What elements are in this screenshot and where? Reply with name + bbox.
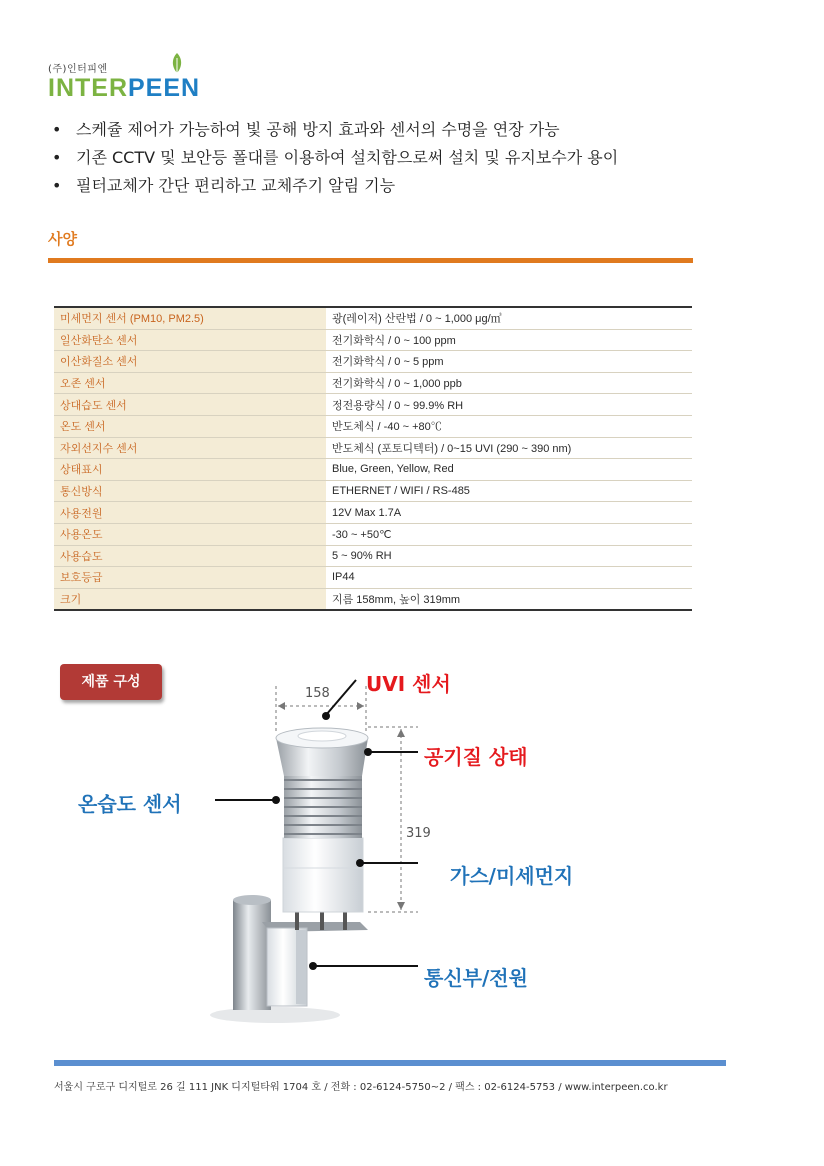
spec-value: 전기화학식 / 0 ~ 5 ppm xyxy=(326,351,692,373)
spec-section-title: 사양 xyxy=(48,230,77,248)
shadow xyxy=(210,1007,340,1023)
sensor-lower-body xyxy=(283,838,363,912)
footer-address: 서울시 구로구 디지털로 26 길 111 JNK 디지털타워 1704 호 / 전화 : 02-6124-5750~2 / 팩스 : 02-6124-5753 / www.interpeen.co.kr xyxy=(54,1082,668,1093)
product-composition-badge: 제품 구성 xyxy=(60,664,162,700)
spec-value: 지름 158mm, 높이 319mm xyxy=(326,588,692,610)
spec-value: 12V Max 1.7A xyxy=(326,502,692,524)
spec-key: 사용전원 xyxy=(54,502,326,524)
spec-value: 5 ~ 90% RH xyxy=(326,545,692,567)
uvi-sensor-label: UVI 센서 xyxy=(366,672,451,696)
spec-key: 자외선지수 센서 xyxy=(54,437,326,459)
spec-key: 보호등급 xyxy=(54,567,326,589)
spec-value: Blue, Green, Yellow, Red xyxy=(326,459,692,481)
sensor-cap xyxy=(276,728,368,776)
spec-key: 상태표시 xyxy=(54,459,326,481)
height-value: 319 xyxy=(406,826,431,841)
spec-key: 크기 xyxy=(54,588,326,610)
spec-key: 온도 센서 xyxy=(54,415,326,437)
width-value: 158 xyxy=(305,686,330,701)
gas-dust-label: 가스/미세먼지 xyxy=(450,864,574,888)
spec-value: 정전용량식 / 0 ~ 99.9% RH xyxy=(326,394,692,416)
temp-humidity-label: 온습도 센서 xyxy=(78,792,182,816)
logo-wordmark-part2: PEEN xyxy=(128,74,201,102)
logo-wordmark-part1: INTER xyxy=(48,74,128,102)
spec-key: 상대습도 센서 xyxy=(54,394,326,416)
spec-value: 전기화학식 / 0 ~ 100 ppm xyxy=(326,329,692,351)
logo-korean-name: (주)인터피엔 xyxy=(48,64,108,75)
feature-item: • 스케쥴 제어가 가능하여 빛 공해 방지 효과와 센서의 수명을 연장 가능 xyxy=(48,116,618,144)
spec-value: 반도체식 / -40 ~ +80℃ xyxy=(326,415,692,437)
spec-value: IP44 xyxy=(326,567,692,589)
footer-divider xyxy=(54,1060,726,1066)
spec-value: ETHERNET / WIFI / RS-485 xyxy=(326,480,692,502)
spec-key: 이산화질소 센서 xyxy=(54,351,326,373)
spec-value: 전기화학식 / 0 ~ 1,000 ppb xyxy=(326,372,692,394)
spec-key: 사용온도 xyxy=(54,523,326,545)
spec-key: 오존 센서 xyxy=(54,372,326,394)
spec-value: 반도체식 (포토디텍터) / 0~15 UVI (290 ~ 390 nm) xyxy=(326,437,692,459)
height-dimension xyxy=(368,727,418,912)
spec-key: 사용습도 xyxy=(54,545,326,567)
spec-value: -30 ~ +50℃ xyxy=(326,523,692,545)
spec-key: 통신방식 xyxy=(54,480,326,502)
mounting-pole xyxy=(233,895,271,1010)
spec-key: 미세먼지 센서 (PM10, PM2.5) xyxy=(54,307,326,329)
sensor-bellows xyxy=(284,772,362,838)
spec-value: 광(레이저) 산란법 / 0 ~ 1,000 μg/㎥ xyxy=(326,307,692,329)
comm-power-label: 통신부/전원 xyxy=(424,966,528,990)
feature-item: • 기존 CCTV 및 보안등 폴대를 이용하여 설치함으로써 설치 및 유지보수가 용이 xyxy=(48,144,618,172)
spec-key: 일산화탄소 센서 xyxy=(54,329,326,351)
air-quality-label: 공기질 상태 xyxy=(424,745,528,769)
feature-item: • 필터교체가 간단 편리하고 교체주기 알림 기능 xyxy=(48,172,618,200)
